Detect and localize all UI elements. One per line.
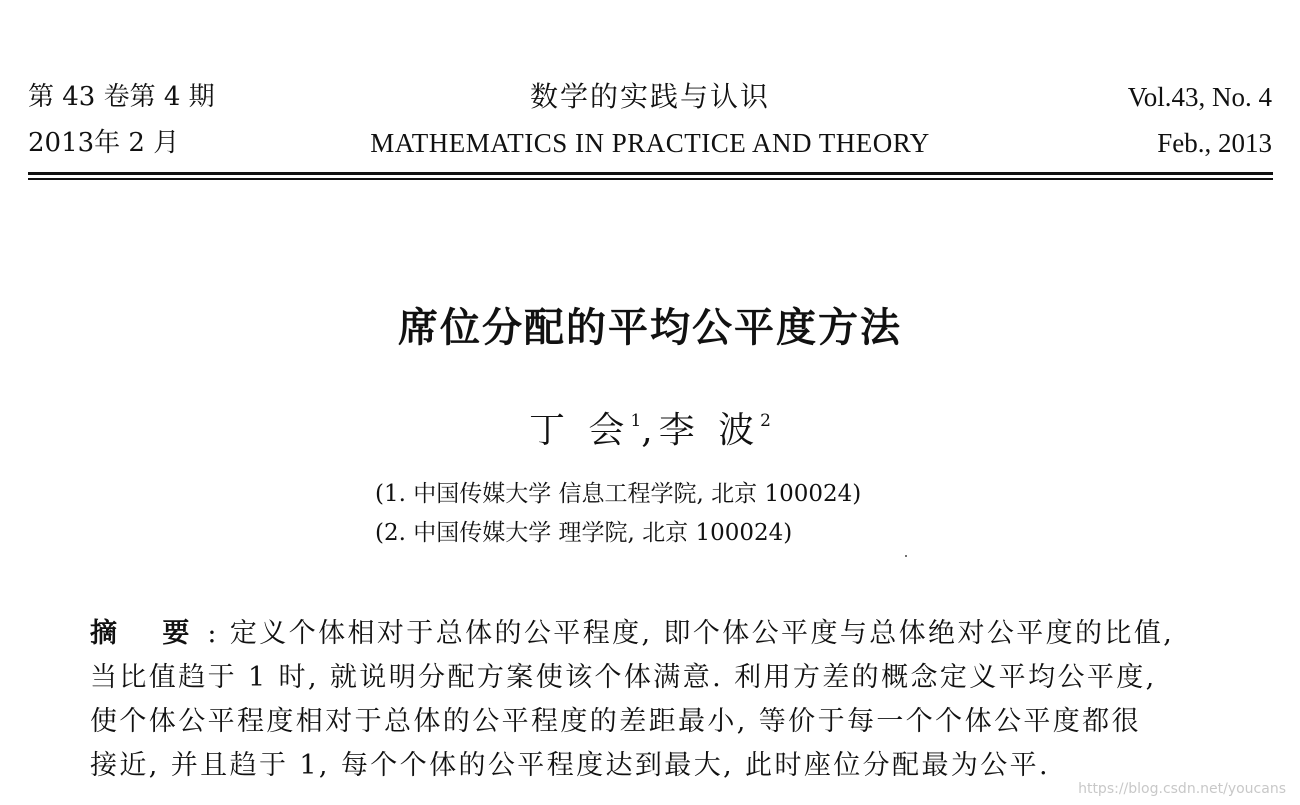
abstract-text: 定义个体相对于总体的公平程度, 即个体公平度与总体绝对公平度的比值, xyxy=(218,618,1175,649)
abstract-line: 使个体公平程度相对于总体的公平程度的差距最小, 等价于每一个个体公平度都很 xyxy=(90,706,1141,737)
abstract xyxy=(90,612,1230,788)
author-separator: , xyxy=(641,410,659,451)
scan-speck xyxy=(905,555,907,557)
publication-date-en: Feb., 2013 xyxy=(1157,128,1272,158)
watermark-url: https://blog.csdn.net/youcans xyxy=(1078,781,1286,797)
publication-date-cn: 2013年 2 月 xyxy=(28,128,180,158)
paper-title: 席位分配的平均公平度方法 xyxy=(398,305,902,351)
journal-title-en: MATHEMATICS IN PRACTICE AND THEORY xyxy=(370,128,930,158)
abstract-line: 接近, 并且趋于 1, 每个个体的公平程度达到最大, 此时座位分配最为公平. xyxy=(90,750,1051,781)
abstract-line: 当比值趋于 1 时, 就说明分配方案使该个体满意. 利用方差的概念定义平均公平度, xyxy=(90,662,1157,693)
author-name: 李 波 xyxy=(658,410,761,451)
header-rule-thin xyxy=(28,178,1273,180)
affiliation-2: (2. 中国传媒大学 理学院, 北京 100024) xyxy=(375,520,793,546)
abstract-label-colon: : xyxy=(207,618,219,649)
abstract-label: 摘 要 xyxy=(90,618,208,649)
affiliation-1: (1. 中国传媒大学 信息工程学院, 北京 100024) xyxy=(375,481,862,507)
author-affiliation-mark: 2 xyxy=(760,411,771,431)
header-rule-thick xyxy=(28,172,1273,175)
author-list xyxy=(0,402,1300,453)
author-affiliation-mark: 1 xyxy=(630,411,642,431)
abstract-line xyxy=(90,612,1230,656)
author-name: 丁 会 xyxy=(528,410,631,451)
volume-issue-en: Vol.43, No. 4 xyxy=(1127,82,1272,112)
journal-title-cn: 数学的实践与认识 xyxy=(529,80,770,113)
volume-issue-cn: 第 43 卷第 4 期 xyxy=(28,82,215,112)
